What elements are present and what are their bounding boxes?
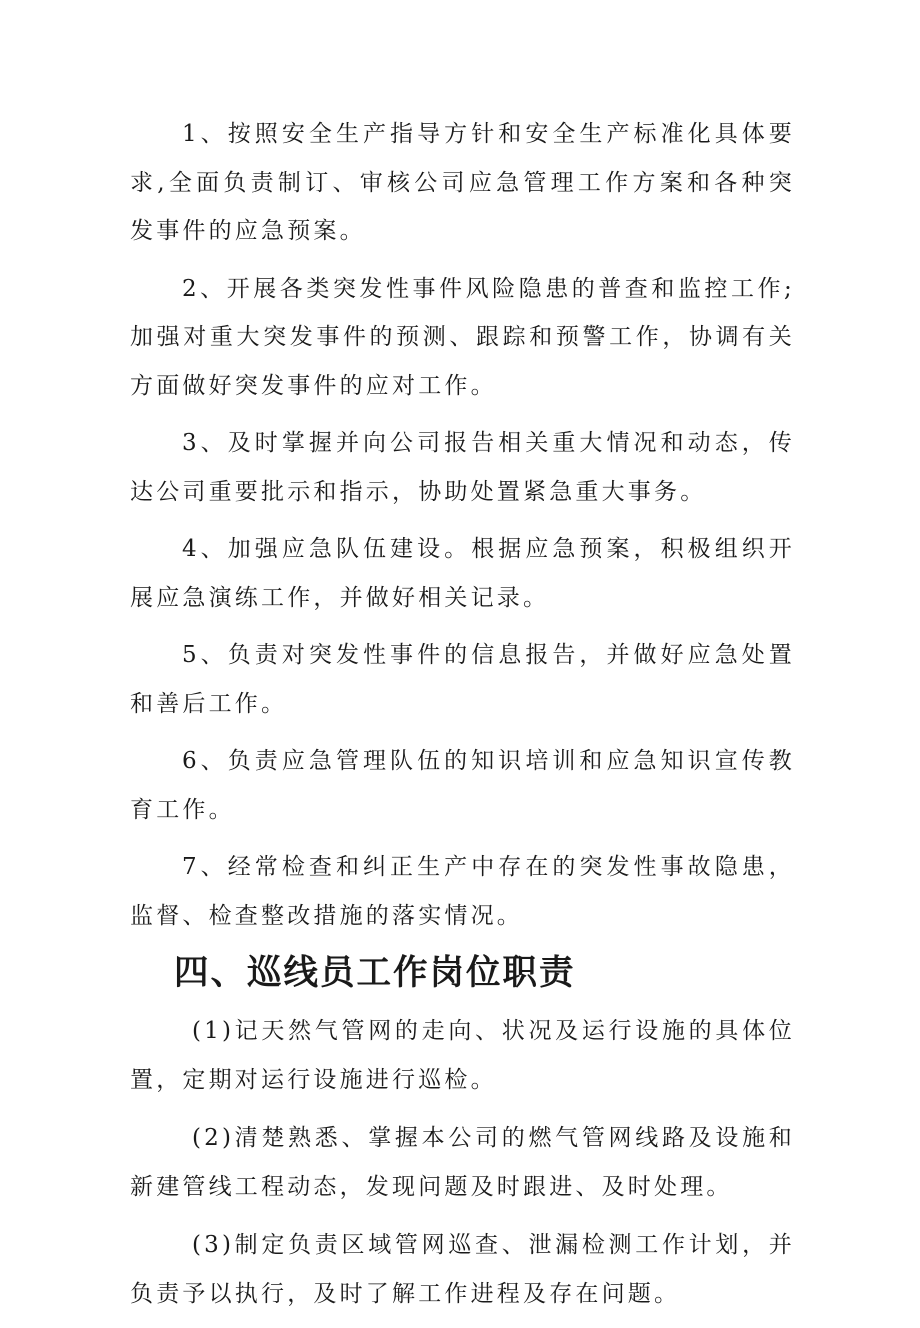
duty-paragraph-4: 4、加强应急队伍建设。根据应急预案，积极组织开展应急演练工作，并做好相关记录。 bbox=[130, 536, 795, 611]
duty-paragraph-5: 5、负责对突发性事件的信息报告，并做好应急处置和善后工作。 bbox=[130, 642, 795, 717]
patrol-duty-item-3: (3)制定负责区域管网巡查、泄漏检测工作计划，并负责予以执行，及时了解工作进程及存在问题。 bbox=[130, 1232, 795, 1307]
patrol-duty-item-2: (2)清楚熟悉、掌握本公司的燃气管网线路及设施和新建管线工程动态，发现问题及时跟进、及时处理。 bbox=[130, 1125, 795, 1200]
duty-paragraph-3: 3、及时掌握并向公司报告相关重大情况和动态，传达公司重要批示和指示，协助处置紧急重大事务。 bbox=[130, 430, 795, 505]
duty-paragraph-1: 1、按照安全生产指导方针和安全生产标准化具体要求,全面负责制订、审核公司应急管理工作方案和各种突发事件的应急预案。 bbox=[130, 121, 795, 244]
duty-paragraph-6: 6、负责应急管理队伍的知识培训和应急知识宣传教育工作。 bbox=[130, 748, 795, 823]
duty-paragraph-2: 2、开展各类突发性事件风险隐患的普查和监控工作;加强对重大突发事件的预测、跟踪和预警工作，协调有关方面做好突发事件的应对工作。 bbox=[130, 275, 795, 399]
patrol-duty-item-1: (1)记天然气管网的走向、状况及运行设施的具体位置，定期对运行设施进行巡检。 bbox=[130, 1018, 795, 1093]
section-heading: 四、巡线员工作岗位职责 bbox=[174, 953, 576, 993]
duty-paragraph-7: 7、经常检查和纠正生产中存在的突发性事故隐患，监督、检查整改措施的落实情况。 bbox=[130, 854, 795, 929]
document-body bbox=[130, 110, 795, 1328]
